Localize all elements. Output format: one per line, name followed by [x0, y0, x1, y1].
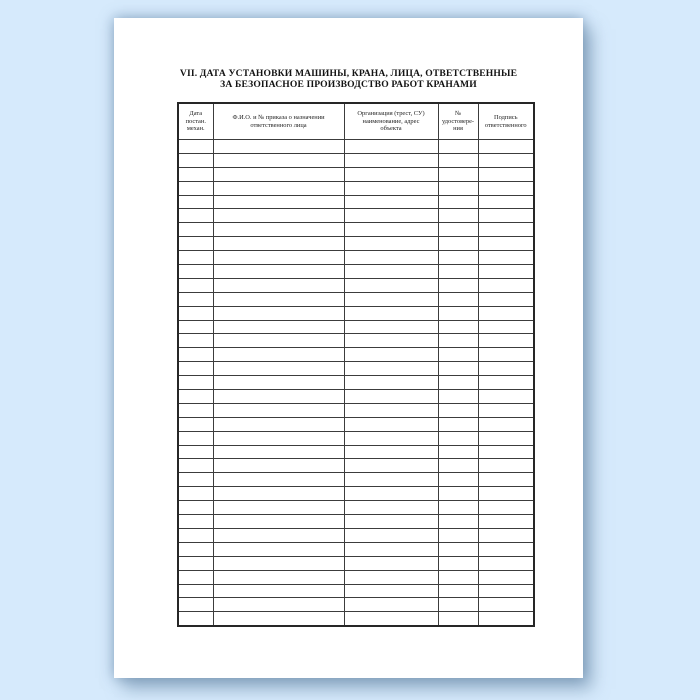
table-row — [178, 501, 534, 515]
table-row — [178, 278, 534, 292]
table-cell — [438, 362, 478, 376]
table-row — [178, 376, 534, 390]
table-cell — [478, 501, 534, 515]
table-cell — [213, 251, 344, 265]
table-cell — [438, 181, 478, 195]
table-cell — [438, 515, 478, 529]
table-cell — [478, 515, 534, 529]
table-cell — [178, 153, 213, 167]
table-cell — [213, 528, 344, 542]
table-cell — [344, 140, 438, 154]
table-cell — [478, 153, 534, 167]
table-cell — [178, 265, 213, 279]
table-cell — [344, 195, 438, 209]
table-cell — [438, 542, 478, 556]
table-cell — [178, 223, 213, 237]
table-row — [178, 556, 534, 570]
column-header-line: объекта — [380, 125, 402, 133]
table-cell — [344, 237, 438, 251]
table-cell — [178, 542, 213, 556]
table-row — [178, 306, 534, 320]
table-row — [178, 487, 534, 501]
table-cell — [178, 390, 213, 404]
table-cell — [344, 209, 438, 223]
table-cell — [344, 362, 438, 376]
table-cell — [438, 251, 478, 265]
table-cell — [178, 209, 213, 223]
table-cell — [213, 487, 344, 501]
table-cell — [344, 542, 438, 556]
table-cell — [438, 570, 478, 584]
table-row — [178, 528, 534, 542]
table-cell — [478, 556, 534, 570]
table-cell — [478, 348, 534, 362]
table-cell — [344, 417, 438, 431]
table-cell — [344, 153, 438, 167]
table-row — [178, 251, 534, 265]
table-cell — [213, 390, 344, 404]
table-cell — [213, 556, 344, 570]
table-cell — [213, 278, 344, 292]
table-cell — [438, 334, 478, 348]
table-cell — [344, 251, 438, 265]
table-cell — [213, 195, 344, 209]
table-cell — [213, 320, 344, 334]
table-cell — [178, 140, 213, 154]
table-cell — [478, 140, 534, 154]
table-cell — [213, 167, 344, 181]
table-cell — [344, 223, 438, 237]
column-header-line: ния — [453, 125, 463, 133]
table-cell — [213, 140, 344, 154]
table-cell — [178, 403, 213, 417]
table-cell — [478, 487, 534, 501]
table-cell — [438, 376, 478, 390]
table-cell — [213, 501, 344, 515]
table-cell — [438, 320, 478, 334]
table-cell — [213, 612, 344, 626]
table-row — [178, 167, 534, 181]
document-title — [114, 68, 583, 90]
table-row — [178, 140, 534, 154]
table-row — [178, 292, 534, 306]
table-cell — [344, 612, 438, 626]
table-row — [178, 209, 534, 223]
table-cell — [344, 348, 438, 362]
column-header-3 — [344, 103, 438, 140]
table-cell — [478, 334, 534, 348]
table-row — [178, 403, 534, 417]
table-cell — [178, 251, 213, 265]
table-cell — [178, 459, 213, 473]
table-cell — [178, 598, 213, 612]
table-row — [178, 153, 534, 167]
table-cell — [213, 542, 344, 556]
table-cell — [478, 265, 534, 279]
table-cell — [178, 320, 213, 334]
table-cell — [478, 445, 534, 459]
table-cell — [438, 556, 478, 570]
table-cell — [213, 598, 344, 612]
table-cell — [344, 167, 438, 181]
table-cell — [478, 223, 534, 237]
table-cell — [178, 334, 213, 348]
table-cell — [344, 556, 438, 570]
table-cell — [213, 181, 344, 195]
table-cell — [438, 584, 478, 598]
table-cell — [344, 278, 438, 292]
table-cell — [178, 528, 213, 542]
table-header — [178, 103, 534, 140]
responsible-persons-table — [177, 102, 535, 627]
table-cell — [478, 417, 534, 431]
table-cell — [344, 528, 438, 542]
table-cell — [213, 584, 344, 598]
table-row — [178, 473, 534, 487]
table-row — [178, 431, 534, 445]
table-cell — [344, 390, 438, 404]
table-cell — [213, 445, 344, 459]
table-row — [178, 390, 534, 404]
table-cell — [213, 431, 344, 445]
table-cell — [178, 167, 213, 181]
table-cell — [438, 459, 478, 473]
table-cell — [344, 181, 438, 195]
table-cell — [344, 292, 438, 306]
table-row — [178, 195, 534, 209]
table-cell — [178, 556, 213, 570]
table-cell — [178, 376, 213, 390]
column-header-line: Организация (трест, СУ) — [357, 110, 425, 118]
table-cell — [344, 431, 438, 445]
table-cell — [178, 292, 213, 306]
table-cell — [178, 515, 213, 529]
table-cell — [478, 612, 534, 626]
table-row — [178, 320, 534, 334]
table-cell — [438, 487, 478, 501]
table-cell — [438, 195, 478, 209]
table-cell — [178, 237, 213, 251]
table-cell — [478, 528, 534, 542]
table-row — [178, 362, 534, 376]
table-cell — [213, 376, 344, 390]
table-cell — [438, 223, 478, 237]
table-cell — [478, 403, 534, 417]
table-cell — [178, 306, 213, 320]
table-cell — [178, 431, 213, 445]
table-cell — [478, 376, 534, 390]
column-header-5 — [478, 103, 534, 140]
table-row — [178, 237, 534, 251]
table-cell — [344, 320, 438, 334]
table-cell — [213, 362, 344, 376]
table-cell — [178, 473, 213, 487]
table-cell — [178, 487, 213, 501]
table-cell — [344, 459, 438, 473]
table-cell — [478, 542, 534, 556]
column-header-line: ответственного — [484, 121, 527, 129]
table-cell — [344, 445, 438, 459]
table-row — [178, 265, 534, 279]
table-cell — [344, 334, 438, 348]
table-cell — [213, 459, 344, 473]
table-row — [178, 515, 534, 529]
table-cell — [438, 473, 478, 487]
table-cell — [213, 292, 344, 306]
table-cell — [178, 278, 213, 292]
table-row — [178, 334, 534, 348]
table-cell — [344, 403, 438, 417]
table-cell — [438, 209, 478, 223]
table-cell — [213, 570, 344, 584]
table-cell — [178, 195, 213, 209]
table-cell — [344, 501, 438, 515]
column-header-4 — [438, 103, 478, 140]
table-cell — [478, 195, 534, 209]
table-cell — [178, 348, 213, 362]
table-cell — [438, 306, 478, 320]
table-cell — [344, 306, 438, 320]
table-row — [178, 223, 534, 237]
table-cell — [178, 584, 213, 598]
table-cell — [178, 417, 213, 431]
table-cell — [478, 320, 534, 334]
column-header-line: постан. — [185, 117, 206, 125]
table-row — [178, 348, 534, 362]
document-title-line-2: ЗА БЕЗОПАСНОЕ ПРОИЗВОДСТВО РАБОТ КРАНАМИ — [220, 79, 477, 90]
table-cell — [344, 570, 438, 584]
table-cell — [213, 265, 344, 279]
table-cell — [178, 570, 213, 584]
table-cell — [178, 445, 213, 459]
table-cell — [478, 167, 534, 181]
table-cell — [478, 584, 534, 598]
table-cell — [213, 417, 344, 431]
table-cell — [213, 348, 344, 362]
table-row — [178, 542, 534, 556]
table-row — [178, 459, 534, 473]
table-cell — [438, 431, 478, 445]
table-cell — [478, 431, 534, 445]
column-header-line: № — [454, 110, 462, 118]
table-cell — [478, 292, 534, 306]
column-header-line: Дата — [189, 110, 203, 118]
table-cell — [178, 181, 213, 195]
table-cell — [438, 501, 478, 515]
table-cell — [438, 153, 478, 167]
table-cell — [213, 473, 344, 487]
table-cell — [478, 570, 534, 584]
table-cell — [178, 501, 213, 515]
table-cell — [213, 237, 344, 251]
table-cell — [438, 445, 478, 459]
table-cell — [478, 237, 534, 251]
table-cell — [344, 598, 438, 612]
table-cell — [344, 265, 438, 279]
table-cell — [438, 237, 478, 251]
table-cell — [213, 403, 344, 417]
column-header-2 — [213, 103, 344, 140]
table-cell — [478, 362, 534, 376]
table-cell — [478, 181, 534, 195]
table-cell — [478, 209, 534, 223]
table-cell — [438, 612, 478, 626]
document-page — [114, 18, 583, 678]
table-cell — [438, 390, 478, 404]
table-cell — [213, 515, 344, 529]
table-cell — [178, 612, 213, 626]
table-cell — [478, 306, 534, 320]
table-row — [178, 598, 534, 612]
column-header-line: наименование, адрес — [362, 117, 420, 125]
column-header-1 — [178, 103, 213, 140]
table-cell — [344, 376, 438, 390]
column-header-line: Ф.И.О. и № приказа о назначении — [232, 113, 325, 121]
table-cell — [438, 403, 478, 417]
column-header-line: Подпись — [494, 113, 518, 121]
table-cell — [478, 390, 534, 404]
table-row — [178, 445, 534, 459]
table-cell — [213, 153, 344, 167]
table-cell — [178, 362, 213, 376]
table-cell — [478, 459, 534, 473]
table-cell — [438, 417, 478, 431]
table-cell — [478, 598, 534, 612]
table-row — [178, 570, 534, 584]
table-cell — [438, 167, 478, 181]
table-cell — [478, 251, 534, 265]
table-cell — [344, 487, 438, 501]
table-cell — [344, 584, 438, 598]
table-cell — [438, 278, 478, 292]
table-row — [178, 417, 534, 431]
table-body — [178, 140, 534, 627]
table-cell — [344, 473, 438, 487]
table-cell — [213, 223, 344, 237]
table-header-row — [178, 103, 534, 140]
table-row — [178, 181, 534, 195]
table-cell — [438, 598, 478, 612]
table-cell — [438, 140, 478, 154]
table-cell — [478, 278, 534, 292]
table-cell — [438, 348, 478, 362]
column-header-line: ответственного лица — [250, 121, 307, 129]
table-cell — [438, 265, 478, 279]
table-cell — [438, 292, 478, 306]
table-row — [178, 584, 534, 598]
table-cell — [478, 473, 534, 487]
document-title-line-1: VII. ДАТА УСТАНОВКИ МАШИНЫ, КРАНА, ЛИЦА, ОТВЕТСТВЕННЫЕ — [179, 68, 518, 79]
table-cell — [213, 334, 344, 348]
column-header-line: удостовере- — [441, 117, 475, 125]
table-cell — [344, 515, 438, 529]
table-cell — [438, 528, 478, 542]
table-row — [178, 612, 534, 626]
column-header-line: механ. — [186, 125, 205, 133]
table-cell — [213, 209, 344, 223]
table-cell — [213, 306, 344, 320]
